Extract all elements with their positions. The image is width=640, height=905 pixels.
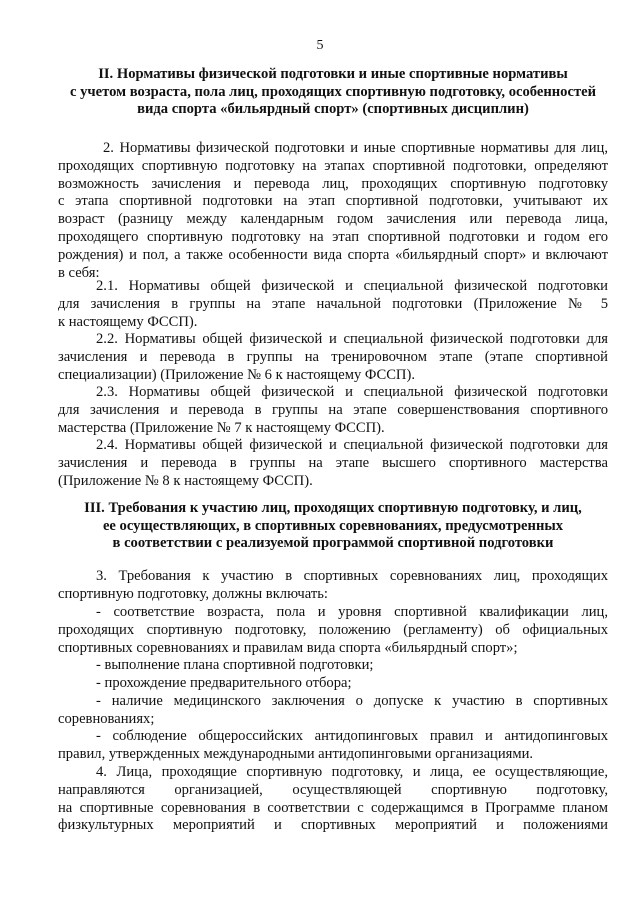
text-line: 4. Лица, проходящие спортивную подготовку, и лица, ее осуществляющие, [96, 764, 608, 780]
text-line: правил, утвержденных международными антидопинговыми организациями. [58, 745, 534, 762]
text-line: физкультурных мероприятий и спортивных мероприятий и положениями [58, 817, 608, 834]
text-line: 2.1. Нормативы общей физической и специальной физической подготовки [96, 278, 608, 294]
text-line: зачисления и перевода в группы на тренировочном этапе (этапе спортивной [58, 348, 608, 365]
text-line: в себя: [58, 264, 100, 281]
text-line: 2.2. Нормативы общей физической и специальной физической подготовки для [96, 331, 608, 347]
section-3-heading [58, 500, 608, 553]
text-line: - наличие медицинского заключения о допуске к участию в спортивных [96, 693, 608, 709]
text-line: - соответствие возраста, пола и уровня спортивной квалификации лиц, [96, 604, 608, 620]
heading-line: ее осуществляющих, в спортивных соревнованиях, предусмотренных [102, 517, 564, 534]
text-line: 2.3. Нормативы общей физической и специальной физической подготовки [96, 384, 608, 400]
text-line: к настоящему ФССП). [58, 313, 198, 330]
text-line: для зачисления и перевода в группы на этапе совершенствования спортивного [58, 401, 608, 418]
text-line: мастерства (Приложение № 7 к настоящему ФССП). [58, 419, 385, 436]
heading-line: III. Требования к участию лиц, проходящих спортивную подготовку, и лиц, [84, 500, 582, 516]
text-line: - соблюдение общероссийских антидопинговых правил и антидопинговых [96, 728, 608, 744]
text-line: возможность зачисления и перевода лиц, проходящих спортивную подготовку [58, 175, 608, 192]
text-line: проходящих спортивную подготовку на этапах спортивной подготовки, определяют [58, 157, 608, 174]
heading-line: в соответствии с реализуемой программой спортивной подготовки [112, 535, 554, 551]
text-line: 2.4. Нормативы общей физической и специальной физической подготовки для [96, 437, 608, 453]
paragraph-2-1 [58, 278, 608, 331]
text-line: зачисления и перевода в группы на этапе высшего спортивного мастерства [58, 454, 608, 471]
paragraph-4 [58, 764, 608, 835]
text-line: возраст (разницу между календарным годом зачисления или перевода лица, [58, 211, 608, 228]
page-number: 5 [316, 38, 324, 53]
paragraph-3 [58, 568, 608, 604]
text-line: спортивную подготовку, должны включать: [58, 585, 328, 602]
paragraph-2-2 [58, 331, 608, 384]
paragraph-2-4 [58, 437, 608, 490]
text-line: на спортивные соревнования в соответствии с содержащимся в Программе планом [58, 799, 608, 816]
paragraph-2-3 [58, 384, 608, 437]
heading-line: II. Нормативы физической подготовки и иные спортивные нормативы [98, 66, 568, 82]
section-2-heading [58, 66, 608, 119]
text-line: проходящих спортивную подготовку, положению (регламенту) об официальных [58, 621, 608, 638]
text-line: проходящего спортивную подготовку на этап спортивной подготовки и годом его [58, 228, 608, 245]
bullet-medical-certificate [58, 693, 608, 729]
text-line: 3. Требования к участию в спортивных соревнованиях лиц, проходящих [96, 568, 608, 584]
text-line: 2. Нормативы физической подготовки и иные спортивные нормативы для лиц, [103, 140, 608, 156]
text-line: рождения) и пол, а также особенности вида спорта «бильярдный спорт» и включают [58, 246, 608, 263]
text-line: - прохождение предварительного отбора; [96, 675, 352, 691]
bullet-antidoping-rules [58, 728, 608, 764]
text-line: (Приложение № 8 к настоящему ФССП). [58, 472, 313, 489]
bullet-training-plan [58, 657, 608, 675]
heading-line: с учетом возраста, пола лиц, проходящих спортивную подготовку, особенностей [70, 83, 596, 100]
text-line: спортивных соревнованиях и правилам вида спорта «бильярдный спорт»; [58, 639, 518, 656]
bullet-age-sex-qualification [58, 604, 608, 657]
text-line: - выполнение плана спортивной подготовки; [96, 657, 374, 673]
paragraph-2 [58, 140, 608, 282]
text-line: направляются организацией, осуществляющей спортивную подготовку, [58, 781, 608, 798]
text-line: соревнованиях; [58, 710, 155, 727]
text-line: с этапа спортивной подготовки на этап спортивной подготовки, учитывают их [58, 193, 608, 210]
heading-line: вида спорта «бильярдный спорт» (спортивных дисциплин) [137, 101, 529, 117]
text-line: специализации) (Приложение № 6 к настоящему ФССП). [58, 366, 415, 383]
text-line: для зачисления в группы на этапе начальной подготовки (Приложение № 5 [58, 295, 608, 312]
bullet-preliminary-selection [58, 675, 608, 693]
